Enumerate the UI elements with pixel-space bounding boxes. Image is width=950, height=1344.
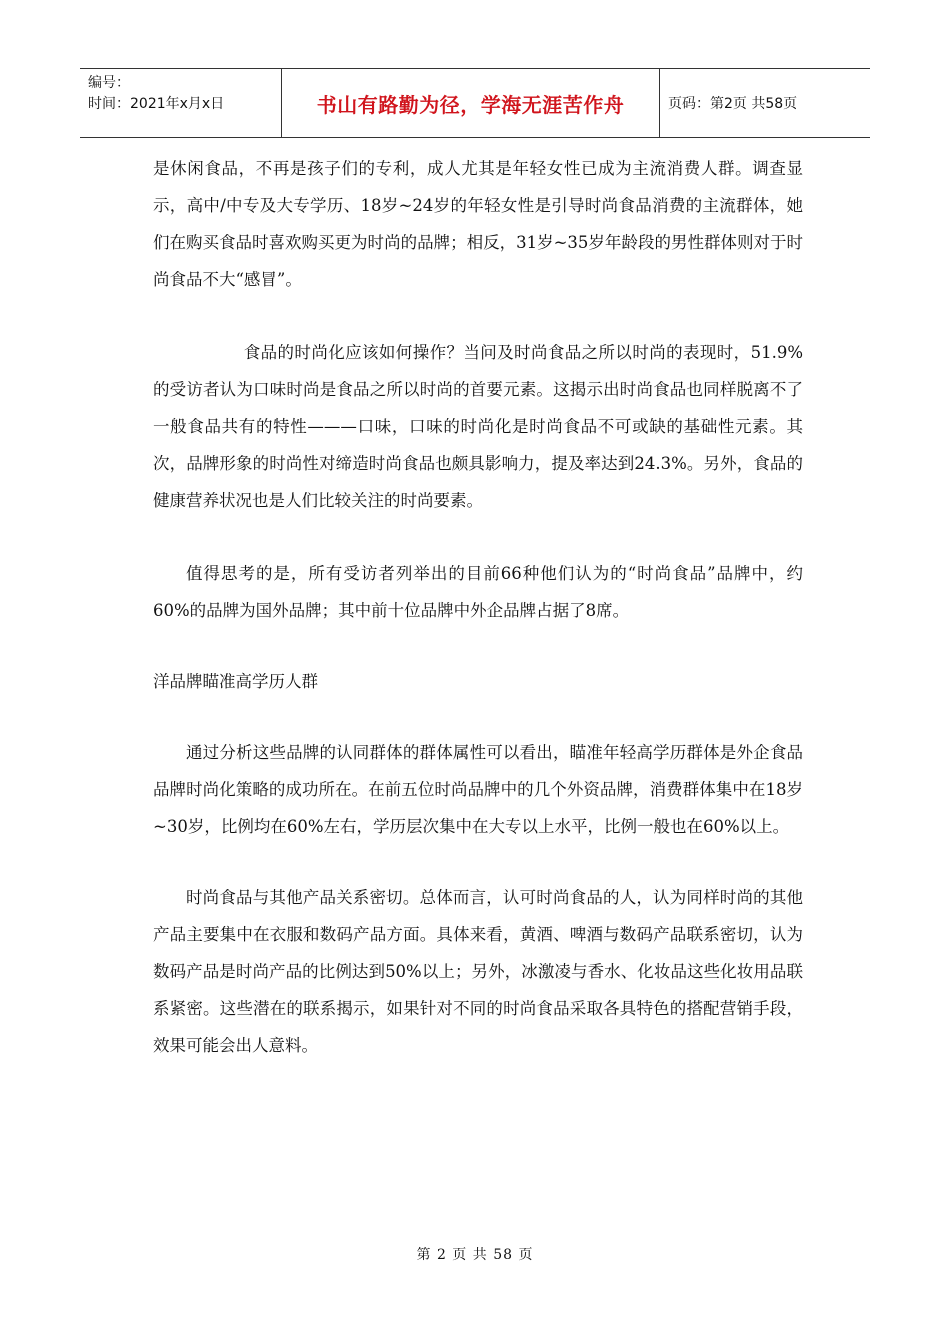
header-meta bbox=[80, 69, 282, 137]
section-heading: 洋品牌瞄准高学历人群 bbox=[153, 672, 318, 691]
doc-number-label: 编号： bbox=[88, 75, 130, 91]
header-motto: 书山有路勤为径，学海无涯苦作舟 bbox=[282, 69, 660, 137]
page-header bbox=[80, 68, 870, 138]
document-body bbox=[153, 150, 803, 1064]
paragraph-5: 时尚食品与其他产品关系密切。总体而言，认可时尚食品的人，认为同样时尚的其他产品主要集中在衣服和数码产品方面。具体来看，黄酒、啤酒与数码产品联系密切，认为数码产品是时尚产品的比例达到50%以上；另外，冰激凌与香水、化妆品这些化妆用品联系紧密。这些潜在的联系揭示，如果针对不同的时尚食品采取各具特色的搭配营销手段，效果可能会出人意料。 bbox=[153, 888, 803, 1055]
paragraph-1: 是休闲食品，不再是孩子们的专利，成人尤其是年轻女性已成为主流消费人群。调查显示，高中/中专及大专学历、18岁~24岁的年轻女性是引导时尚食品消费的主流群体，她们在购买食品时喜欢购买更为时尚的品牌；相反，31岁~35岁年龄段的男性群体则对于时尚食品不大“感冒”。 bbox=[153, 159, 803, 289]
doc-time-label: 时间：2021年x月x日 bbox=[88, 96, 225, 112]
header-page-code: 页码：第2页 共58页 bbox=[668, 96, 798, 112]
paragraph-2: 食品的时尚化应该如何操作？当问及时尚食品之所以时尚的表现时，51.9%的受访者认为口味时尚是食品之所以时尚的首要元素。这揭示出时尚食品也同样脱离不了一般食品共有的特性———口味，口味的时尚化是时尚食品不可或缺的基础性元素。其次，品牌形象的时尚性对缔造时尚食品也颇具影响力，提及率达到24.3%。另外，食品的健康营养状况也是人们比较关注的时尚要素。 bbox=[153, 343, 803, 510]
paragraph-3: 值得思考的是，所有受访者列举出的目前66种他们认为的“时尚食品”品牌中，约60%的品牌为国外品牌；其中前十位品牌中外企品牌占据了8席。 bbox=[153, 564, 803, 620]
page-footer: 第 2 页 共 58 页 bbox=[416, 1247, 534, 1263]
paragraph-4: 通过分析这些品牌的认同群体的群体属性可以看出，瞄准年轻高学历群体是外企食品品牌时尚化策略的成功所在。在前五位时尚品牌中的几个外资品牌，消费群体集中在18岁~30岁，比例均在60%左右，学历层次集中在大专以上水平，比例一般也在60%以上。 bbox=[153, 743, 803, 836]
